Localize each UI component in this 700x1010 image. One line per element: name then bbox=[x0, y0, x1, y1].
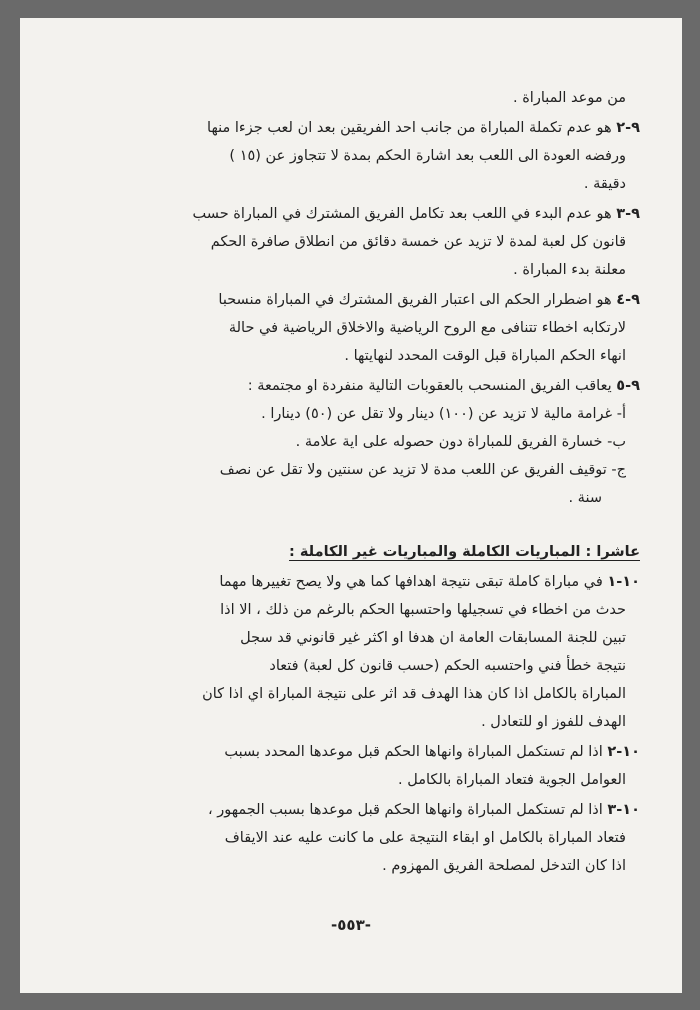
clause-line: فتعاد المباراة بالكامل او ابقاء النتيجة على ما كانت عليه عند الايقاف bbox=[224, 830, 626, 846]
penalty-item: ج- توقيف الفريق عن اللعب مدة لا تزيد عن سنتين ولا تقل عن نصف bbox=[219, 462, 626, 478]
penalty-item: سنة . bbox=[568, 490, 602, 506]
clause-line bbox=[120, 200, 640, 228]
clause-line: دقيقة . bbox=[583, 176, 626, 192]
clause-line: المباراة بالكامل اذا كان هذا الهدف قد اثر على نتيجة المباراة اي اذا كان bbox=[202, 686, 626, 702]
clause-line bbox=[120, 568, 640, 596]
clause-number: ٩-٢ bbox=[616, 120, 640, 136]
clause-number: ١٠-٣ bbox=[607, 802, 640, 818]
clause-line bbox=[120, 796, 640, 824]
clause-number: ٩-٣ bbox=[616, 206, 640, 222]
clause-line: تبين للجنة المسابقات العامة ان هدفا او اكثر غير قانوني قد سجل bbox=[240, 630, 626, 646]
clause-text: هو عدم البدء في اللعب بعد تكامل الفريق المشترك في المباراة حسب bbox=[192, 206, 617, 222]
intro-line: من موعد المباراة . bbox=[512, 90, 626, 106]
clause-٩-٢ bbox=[120, 114, 640, 198]
clause-number: ٩-٤ bbox=[616, 292, 640, 308]
penalty-item: أ- غرامة مالية لا تزيد عن (١٠٠) دينار ولا تقل عن (٥٠) دينارا . bbox=[261, 406, 626, 422]
section-10-clauses bbox=[120, 568, 640, 880]
document-page bbox=[20, 18, 682, 993]
clause-line: حدث من اخطاء في تسجيلها واحتسبها الحكم بالرغم من ذلك ، الا اذا bbox=[220, 602, 626, 618]
clause-٩-٣ bbox=[120, 200, 640, 284]
clause-text: اذا لم تستكمل المباراة وانهاها الحكم قبل موعدها بسبب الجمهور ، bbox=[207, 802, 608, 818]
clause-number: ١٠-١ bbox=[607, 574, 640, 590]
clause-line: انهاء الحكم المباراة قبل الوقت المحدد لنهايتها . bbox=[344, 348, 626, 364]
clause-line: ورفضه العودة الى اللعب بعد اشارة الحكم بمدة لا تتجاوز عن (١٥ ) bbox=[229, 148, 626, 164]
clause-line bbox=[120, 286, 640, 314]
clause-text: هو عدم تكملة المباراة من جانب احد الفريقين بعد ان لعب جزءا منها bbox=[207, 120, 617, 136]
clause-١٠-١ bbox=[120, 568, 640, 736]
clause-line: اذا كان التدخل لمصلحة الفريق المهزوم . bbox=[382, 858, 626, 874]
page-number: -٥٥٣- bbox=[331, 916, 371, 934]
clause-٩-٤ bbox=[120, 286, 640, 370]
clause-line: لارتكابه اخطاء تتنافى مع الروح الرياضية والاخلاق الرياضية في حالة bbox=[228, 320, 626, 336]
penalty-item: ب- خسارة الفريق للمباراة دون حصوله على اية علامة . bbox=[295, 434, 626, 450]
clause-١٠-٢ bbox=[120, 738, 640, 794]
clause-٩-٥ bbox=[120, 372, 640, 512]
clause-line: الهدف للفوز او للتعادل . bbox=[481, 714, 626, 730]
clause-number: ٩-٥ bbox=[616, 378, 640, 394]
section-9-clauses bbox=[120, 114, 640, 512]
clause-line bbox=[120, 738, 640, 766]
clause-line: قانون كل لعبة لمدة لا تزيد عن خمسة دقائق من انطلاق صافرة الحكم bbox=[210, 234, 626, 250]
clause-١٠-٣ bbox=[120, 796, 640, 880]
clause-text: اذا لم تستكمل المباراة وانهاها الحكم قبل موعدها المحدد بسبب bbox=[224, 744, 608, 760]
clause-number: ١٠-٢ bbox=[607, 744, 640, 760]
clause-line bbox=[120, 372, 640, 400]
clause-text: هو اضطرار الحكم الى اعتبار الفريق المشترك في المباراة منسحبا bbox=[218, 292, 617, 308]
clause-line: معلنة بدء المباراة . bbox=[513, 262, 626, 278]
clause-text: في مباراة كاملة تبقى نتيجة اهدافها كما هي ولا يصح تغييرها مهما bbox=[219, 574, 608, 590]
clause-text: يعاقب الفريق المنسحب بالعقوبات التالية منفردة او مجتمعة : bbox=[247, 378, 617, 394]
clause-line: العوامل الجوية فتعاد المباراة بالكامل . bbox=[398, 772, 626, 788]
clause-line: نتيجة خطأ فني واحتسبه الحكم (حسب قانون كل لعبة) فتعاد bbox=[269, 658, 626, 674]
clause-line bbox=[120, 114, 640, 142]
section-10-heading: عاشرا : المباريات الكاملة والمباريات غير الكاملة : bbox=[289, 544, 640, 560]
document-body bbox=[120, 84, 640, 882]
